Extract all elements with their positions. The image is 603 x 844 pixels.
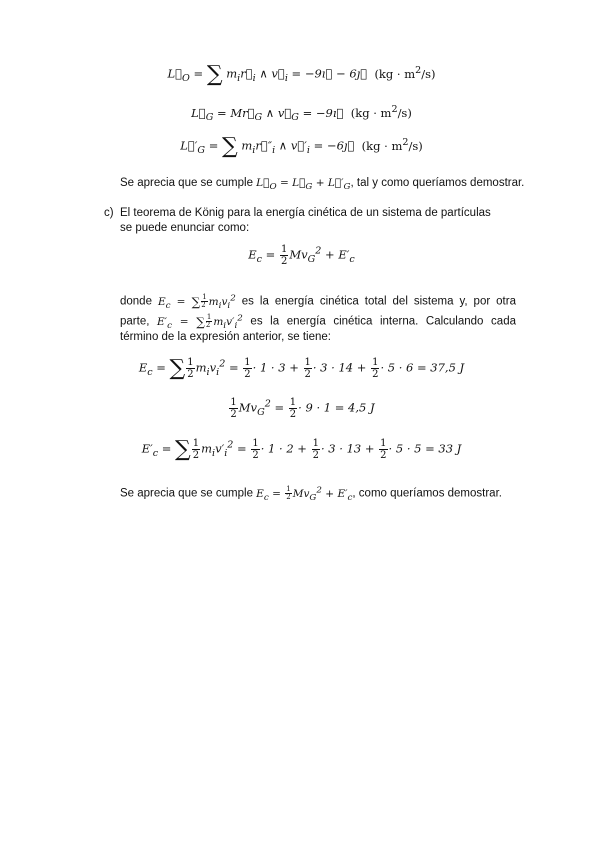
donde-post: es la energía cinética total del sistema y, por otra [235, 295, 516, 308]
equation-konig-theorem: $E_c$ = $\frac{1}{2}$ $Mv_G^2 + E'_c$ [248, 244, 355, 267]
conclusion-c-post: , como queríamos demostrar. [352, 487, 502, 500]
equation-angular-momentum-o: $L⃗_O$ = ∑ $m_ir⃗_i$ ∧ $v⃗_i$ = −9ı⃗ − 6ȷ⃗ $(kg \cdot m^2/s)$ [167, 62, 436, 87]
parte-pre: parte, [120, 315, 158, 328]
inline-equation-konig: $E_c$ = $\frac{1}{2}$ $Mv_G^2 + E'_c$ [256, 485, 353, 503]
equation-total-kinetic-energy: $E_c$ = ∑ $\frac{1}{2}$ $m_iv_i^2$ = $\frac{1}{2}$ · 1 · 3 + $\frac{1}{2}$ · 3 · 14 + $\frac{1}{2}$ · 5 · 6 = 37,5 J [138, 356, 465, 381]
conclusion-angular-momentum [120, 175, 524, 195]
termino-line: término de la expresión anterior, se tiene: [120, 331, 331, 343]
equation-internal-kinetic-energy: $E'_c$ = ∑ $\frac{1}{2}$ $m_iv'_i^2$ = $\frac{1}{2}$ · 1 · 2 + $\frac{1}{2}$ · 3 · 13 + $\frac{1}{2}$ · 5 · 5 = 33 J [141, 437, 462, 462]
donde-pre: donde [120, 295, 158, 308]
inline-equation-l: $L⃗_O$ = $L⃗_G$ + $L⃗'_G$ [256, 177, 351, 193]
inline-equation-ec: $E_c$ = ∑ $\frac{1}{2}$ $m_iv_i^2$ [157, 293, 236, 311]
equation-cm-kinetic-energy: $\frac{1}{2}$ $Mv_G^2$ = $\frac{1}{2}$ · 9 · 1 = 4,5 J [230, 397, 375, 420]
item-c-line2: se puede enunciar como: [120, 222, 250, 234]
inline-equation-ec-prime: $E'_c$ = ∑ $\frac{1}{2}$ $m_iv'_i^2$ [157, 313, 243, 331]
item-c-marker: c) [104, 207, 114, 219]
equation-angular-momentum-g: $L⃗_G$ = $Mr⃗_G$ ∧ $v⃗_G$ = −9ı⃗ $(kg \cdot m^2/s)$ [191, 104, 412, 124]
conclusion-b-post: , tal y como queríamos demostrar. [350, 177, 525, 189]
parte-post: es la energía cinética interna. Calculando cada [242, 315, 516, 328]
conclusion-c-pre: Se aprecia que se cumple [120, 487, 257, 500]
conclusion-b-pre: Se aprecia que se cumple [120, 177, 257, 189]
equation-angular-momentum-g-prime: $L⃗'_G$ = ∑ $m_ir⃗''_i$ ∧ $v⃗'_i$ = −6ȷ⃗ $(kg \cdot m^2/s)$ [180, 134, 423, 159]
conclusion-kinetic-energy [120, 482, 502, 506]
item-c-line1: El teorema de König para la energía cinética de un sistema de partículas [120, 207, 491, 219]
